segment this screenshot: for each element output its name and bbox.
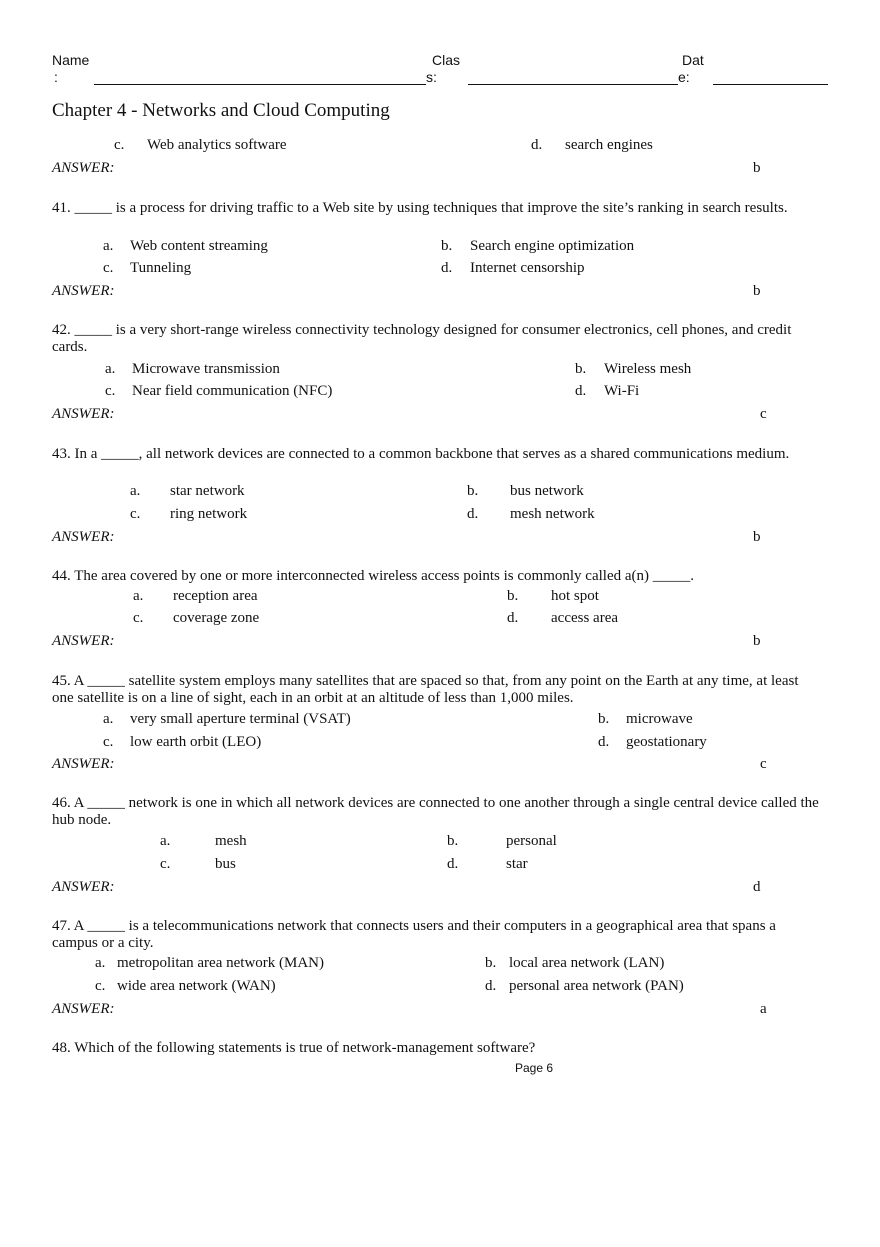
question-stem-42: 42. _____ is a very short-range wireless connectivity technology designed for consumer electronics, cell phones, and credit cards.: [52, 322, 792, 355]
option-letter: c.: [103, 260, 114, 276]
option-letter: b.: [598, 711, 610, 727]
option-text: Web analytics software: [147, 137, 287, 153]
answer-label: ANSWER:: [52, 529, 115, 545]
option-letter: c.: [130, 506, 141, 522]
option-text: low earth orbit (LEO): [130, 734, 262, 750]
option-text: mesh: [215, 833, 247, 849]
option-letter: d.: [467, 506, 479, 522]
option-text: mesh network: [510, 506, 595, 522]
date-field-line[interactable]: [713, 84, 828, 85]
class-label-bottom: s:: [426, 69, 437, 85]
option-letter: d.: [507, 610, 519, 626]
option-text: reception area: [173, 588, 258, 604]
option-text: access area: [551, 610, 619, 626]
option-letter: b.: [507, 588, 519, 604]
option-text: Internet censorship: [470, 260, 585, 276]
name-colon: :: [54, 69, 58, 85]
option-letter: a.: [133, 588, 144, 604]
answer-label: ANSWER:: [52, 283, 115, 299]
option-text: star network: [170, 483, 245, 499]
option-text: Web content streaming: [130, 238, 268, 254]
option-letter: c.: [133, 610, 144, 626]
option-text: wide area network (WAN): [117, 978, 276, 994]
answer-label: ANSWER:: [52, 160, 115, 176]
option-letter: a.: [105, 361, 116, 377]
answer-label: ANSWER:: [52, 633, 115, 649]
question-stem-43: 43. In a _____, all network devices are connected to a common backbone that serves as a shared communications medium.: [52, 446, 790, 462]
option-text: metropolitan area network (MAN): [117, 955, 325, 971]
option-text: coverage zone: [173, 610, 260, 626]
option-letter: d.: [598, 734, 610, 750]
question-stem-44: 44. The area covered by one or more interconnected wireless access points is commonly called a(n) _____.: [52, 568, 694, 584]
answer-value: c: [760, 406, 767, 422]
option-text: very small aperture terminal (VSAT): [130, 711, 351, 727]
option-letter: d.: [575, 383, 587, 399]
option-letter: b.: [485, 955, 497, 971]
question-stem-45: 45. A _____ satellite system employs many satellites that are spaced so that, from any point on the Earth at any time, at least one satellite is on a line of sight, each in an orbit at an altitude of less than 1,000 miles.: [52, 673, 799, 706]
answer-value: b: [753, 283, 761, 299]
option-text: local area network (LAN): [509, 955, 665, 971]
answer-value: a: [760, 1001, 767, 1017]
question-stem-46: 46. A _____ network is one in which all network devices are connected to one another through a single central device called the hub node.: [52, 795, 819, 828]
option-letter: c.: [160, 856, 171, 872]
answer-value: b: [753, 160, 761, 176]
answer-label: ANSWER:: [52, 406, 115, 422]
option-letter: c.: [95, 978, 106, 994]
option-letter: b.: [447, 833, 459, 849]
option-text: search engines: [565, 137, 653, 153]
option-letter: a.: [95, 955, 106, 971]
option-letter: a.: [160, 833, 171, 849]
answer-value: c: [760, 756, 767, 772]
page-number: Page 6: [515, 1061, 554, 1075]
option-text: Wireless mesh: [604, 361, 692, 377]
class-field-line[interactable]: [468, 84, 678, 85]
question-stem-41: 41. _____ is a process for driving traffic to a Web site by using techniques that improve the site’s ranking in search results.: [52, 200, 788, 216]
date-label-top: Dat: [682, 52, 704, 68]
option-text: personal: [506, 833, 557, 849]
option-text: ring network: [170, 506, 248, 522]
option-text: bus: [215, 856, 236, 872]
date-label-bottom: e:: [678, 69, 690, 85]
option-letter: c.: [103, 734, 114, 750]
answer-value: b: [753, 633, 761, 649]
name-label: Name: [52, 52, 90, 68]
option-text: Wi-Fi: [604, 383, 640, 399]
option-letter: a.: [103, 711, 114, 727]
answer-value: b: [753, 529, 761, 545]
option-text: geostationary: [626, 734, 707, 750]
class-label-top: Clas: [432, 52, 461, 68]
answer-label: ANSWER:: [52, 1001, 115, 1017]
option-text: star: [506, 856, 528, 872]
option-text: personal area network (PAN): [509, 978, 684, 994]
answer-value: d: [753, 879, 761, 895]
option-text: bus network: [510, 483, 584, 499]
option-letter: b.: [575, 361, 587, 377]
option-text: Near field communication (NFC): [132, 383, 333, 399]
chapter-title: Chapter 4 - Networks and Cloud Computing: [52, 100, 390, 121]
option-letter: b.: [441, 238, 453, 254]
option-letter: d.: [485, 978, 497, 994]
answer-label: ANSWER:: [52, 879, 115, 895]
option-text: Microwave transmission: [132, 361, 280, 377]
option-text: Search engine optimization: [470, 238, 635, 254]
option-text: microwave: [626, 711, 693, 727]
option-letter: c.: [114, 137, 125, 153]
option-letter: a.: [130, 483, 141, 499]
option-letter: b.: [467, 483, 479, 499]
option-letter: d.: [531, 137, 543, 153]
question-stem-48: 48. Which of the following statements is true of network-management software?: [52, 1040, 536, 1056]
option-text: Tunneling: [130, 260, 192, 276]
option-letter: a.: [103, 238, 114, 254]
option-letter: d.: [447, 856, 459, 872]
question-stem-47: 47. A _____ is a telecommunications network that connects users and their computers in a geographical area that spans a campus or a city.: [52, 918, 776, 951]
name-field-line[interactable]: [94, 84, 426, 85]
option-text: hot spot: [551, 588, 599, 604]
option-letter: d.: [441, 260, 453, 276]
answer-label: ANSWER:: [52, 756, 115, 772]
option-letter: c.: [105, 383, 116, 399]
